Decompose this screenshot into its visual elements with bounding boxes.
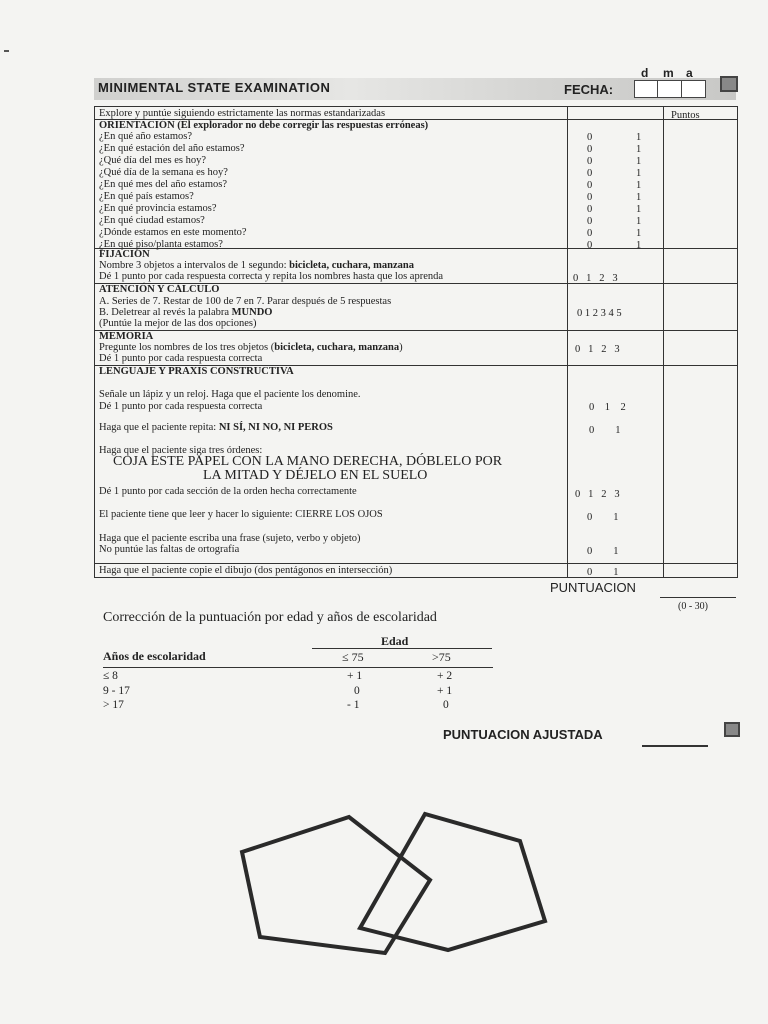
question: ¿En qué mes del año estamos?	[99, 179, 227, 190]
col-gt75: >75	[432, 650, 451, 664]
frase-line-2: No puntúe las faltas de ortografía	[99, 544, 240, 555]
section-orientacion	[95, 119, 737, 249]
question: ¿En qué país estamos?	[99, 191, 194, 202]
score-1[interactable]: 1	[636, 180, 642, 191]
table-row: 9 - 17 0 + 1	[103, 685, 453, 697]
section-title: FIJACIÓN	[99, 249, 150, 260]
section-atencion	[95, 283, 737, 331]
table-row: > 17 - 1 0	[103, 699, 449, 711]
page-title: MINIMENTAL STATE EXAMINATION	[98, 80, 331, 95]
atencion-line-3: (Puntúe la mejor de las dos opciones)	[99, 318, 257, 329]
corner-box-icon	[724, 722, 740, 737]
intersecting-pentagons-drawing	[230, 805, 560, 965]
score-0[interactable]: 0	[587, 228, 593, 239]
col-le75: ≤ 75	[342, 650, 364, 664]
score-1[interactable]: 1	[636, 216, 642, 227]
frase-score-options[interactable]: 0 1	[587, 546, 619, 557]
date-month-label: m	[663, 66, 674, 80]
score-1[interactable]: 1	[636, 240, 642, 251]
scan-speck	[4, 50, 9, 52]
puntuacion-field[interactable]	[660, 596, 736, 598]
score-1[interactable]: 1	[636, 204, 642, 215]
score-1[interactable]: 1	[636, 132, 642, 143]
memoria-line-1: Pregunte los nombres de los tres objetos (bicicleta, cuchara, manzana)	[99, 342, 403, 353]
copie-line: Haga que el paciente copie el dibujo (dos pentágonos en intersección)	[99, 565, 393, 576]
ordenes-line-1: Haga que el paciente siga tres órdenes:	[99, 445, 263, 456]
denomine-line-2: Dé 1 punto por cada respuesta correcta	[99, 401, 263, 412]
exam-table: Explore y puntúe siguiendo estrictamente las normas estandarizadas Puntos ORIENTACIÓN (El explorador no debe corregir las respuestas erróneas) ¿En qué año estamos? ¿En qué estación del año estamos? ¿Qué día del mes es hoy? ¿Qué día de la semana es hoy? ¿En qué mes del año estamos? ¿En qué país estamos? ¿En qué provincia estamos? ¿En qué ciudad estamos? ¿Dónde estamos en este momento? ¿En qué piso/planta estamos? 0 1 0 1 0 1 0 1 0 1 0 1 0 1 0 1 0 1 0 1 FIJACIÓN Nombre 3 objetos a intervalos de 1 segundo: bicicleta, cuchara, manzana Dé 1 punto por cada respuesta correcta y repita los nombres hasta que los aprenda 0 1 2 3 ATENCIÓN Y CÁLCULO A. Series de 7. Restar de 100 de 7 en 7. Parar después de 5 respuestas B. Deletrear al revés la palabra MUNDO (Puntúe la mejor de las dos opciones) 0 1 2 3 4 5 MEMORIA Pregunte los nombres de los tres objetos (bicicleta, cuchara, manzana) Dé 1 punto por cada respuesta correcta 0 1 2 3 LENGUAJE Y PRAXIS CONSTRUCTIVA Señale un lápiz y un reloj. Haga que el paciente los denomine. Dé 1 punto por cada respuesta correcta 0 1 2 Haga que el paciente repita: NI SÍ, NI NO, NI PEROS 0 1 Haga que el paciente siga tres órdenes: COJA ESTE PAPEL CON LA MANO DERECHA, DÓBLELO POR LA MITAD Y DÉJELO EN EL SUELO Dé 1 punto por cada sección de la orden hecha correctamente 0 1 2 3 El paciente tiene que leer y hacer lo siguiente: CIERRE LOS OJOS 0 1 Haga que el paciente escriba una frase (sujeto, verbo y objeto) No puntúe las faltas de ortografía 0 1 Haga que el paciente copie el dibujo (dos pentágonos en intersección) 0 1	[94, 106, 738, 578]
section-title: ATENCIÓN Y CÁLCULO	[99, 284, 220, 295]
puntuacion-label: PUNTUACION	[550, 580, 636, 595]
atencion-score-options[interactable]: 0 1 2 3 4 5	[577, 308, 622, 319]
section-title: ORIENTACIÓN (El explorador no debe corregir las respuestas erróneas)	[99, 120, 429, 131]
date-day-label: d	[641, 66, 649, 80]
section-memoria	[95, 330, 737, 366]
section-lenguaje	[95, 365, 737, 578]
score-1[interactable]: 1	[636, 228, 642, 239]
denomine-score-options[interactable]: 0 1 2	[589, 402, 626, 413]
memoria-line-2: Dé 1 punto por cada respuesta correcta	[99, 353, 263, 364]
date-year-label: a	[686, 66, 693, 80]
leer-line: El paciente tiene que leer y hacer lo siguiente: CIERRE LOS OJOS	[99, 509, 383, 520]
atencion-line-2: B. Deletrear al revés la palabra MUNDO	[99, 307, 273, 318]
score-0[interactable]: 0	[587, 204, 593, 215]
section-title: LENGUAJE Y PRAXIS CONSTRUCTIVA	[99, 366, 294, 377]
score-1[interactable]: 1	[636, 156, 642, 167]
ajustada-field[interactable]	[642, 744, 708, 747]
section-fijacion	[95, 248, 737, 284]
score-1[interactable]: 1	[636, 168, 642, 179]
score-0[interactable]: 0	[587, 216, 593, 227]
ordenes-line-4: Dé 1 punto por cada sección de la orden hecha correctamente	[99, 486, 357, 497]
memoria-score-options[interactable]: 0 1 2 3	[575, 344, 620, 355]
score-1[interactable]: 1	[636, 144, 642, 155]
score-0[interactable]: 0	[587, 192, 593, 203]
puntos-header: Puntos	[671, 110, 700, 121]
score-0[interactable]: 0	[587, 168, 593, 179]
date-field[interactable]	[634, 80, 706, 98]
score-1[interactable]: 1	[636, 192, 642, 203]
score-0[interactable]: 0	[587, 240, 593, 251]
repita-score-options[interactable]: 0 1	[589, 425, 621, 436]
ordenes-command-2: LA MITAD Y DÉJELO EN EL SUELO	[203, 468, 428, 483]
edad-header: Edad	[381, 634, 409, 648]
copie-score-options[interactable]: 0 1	[587, 567, 619, 578]
pentagon-left	[242, 817, 430, 953]
puntuacion-range: (0 - 30)	[678, 601, 708, 612]
score-0[interactable]: 0	[587, 144, 593, 155]
question: ¿Dónde estamos en este momento?	[99, 227, 247, 238]
ajustada-label: PUNTUACION AJUSTADA	[443, 727, 603, 742]
question: ¿En qué estación del año estamos?	[99, 143, 245, 154]
score-0[interactable]: 0	[587, 156, 593, 167]
section-title: MEMORIA	[99, 331, 154, 342]
denomine-line-1: Señale un lápiz y un reloj. Haga que el paciente los denomine.	[99, 389, 361, 400]
ordenes-score-options[interactable]: 0 1 2 3	[575, 489, 620, 500]
question: ¿En qué ciudad estamos?	[99, 215, 205, 226]
question: ¿En qué provincia estamos?	[99, 203, 217, 214]
escolaridad-header: Años de escolaridad	[103, 649, 206, 663]
fecha-label: FECHA:	[564, 82, 614, 97]
atencion-line-1: A. Series de 7. Restar de 100 de 7 en 7. Parar después de 5 respuestas	[99, 296, 392, 307]
correccion-title: Corrección de la puntuación por edad y años de escolaridad	[103, 610, 437, 625]
ordenes-command-1: COJA ESTE PAPEL CON LA MANO DERECHA, DÓBLELO POR	[113, 454, 503, 469]
question: ¿En qué piso/planta estamos?	[99, 239, 223, 250]
score-0[interactable]: 0	[587, 180, 593, 191]
corner-box-icon	[720, 76, 738, 92]
repita-line: Haga que el paciente repita: NI SÍ, NI NO, NI PEROS	[99, 422, 333, 433]
pentagon-right	[360, 814, 545, 950]
leer-score-options[interactable]: 0 1	[587, 512, 619, 523]
fijacion-line-2: Dé 1 punto por cada respuesta correcta y repita los nombres hasta que los aprenda	[99, 271, 444, 282]
table-row: ≤ 8 + 1 + 2	[103, 670, 453, 682]
question: ¿En qué año estamos?	[99, 131, 193, 142]
question: ¿Qué día de la semana es hoy?	[99, 167, 228, 178]
fijacion-score-options[interactable]: 0 1 2 3	[573, 273, 618, 284]
frase-line-1: Haga que el paciente escriba una frase (sujeto, verbo y objeto)	[99, 533, 361, 544]
score-0[interactable]: 0	[587, 132, 593, 143]
fijacion-line-1: Nombre 3 objetos a intervalos de 1 segundo: bicicleta, cuchara, manzana	[99, 260, 414, 271]
question: ¿Qué día del mes es hoy?	[99, 155, 207, 166]
